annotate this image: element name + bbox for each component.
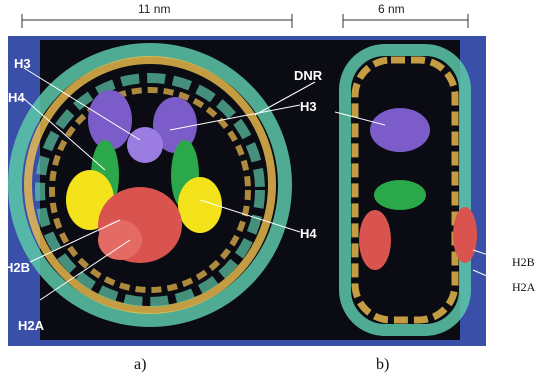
- label-h3-center: H3: [300, 99, 317, 114]
- nucleosome-side-view: [335, 50, 510, 330]
- label-h4-center: H4: [300, 226, 317, 241]
- label-h4-a: H4: [8, 90, 25, 105]
- nucleosome-top-view: [15, 50, 315, 320]
- caption-b: b): [376, 356, 390, 373]
- label-h2b-b: H2B: [512, 255, 535, 269]
- label-dnr: DNR: [294, 68, 323, 83]
- label-h2a-b: H2A: [512, 280, 536, 294]
- scale-bar-a: [22, 14, 292, 28]
- scale-label-a: 11 nm: [138, 2, 171, 16]
- caption-a: a): [134, 356, 147, 373]
- label-h3-a: H3: [14, 56, 31, 71]
- label-h2b-a: H2B: [4, 260, 31, 275]
- scale-bar-b: [343, 14, 468, 28]
- label-h2a-a: H2A: [18, 318, 45, 333]
- scale-label-b: 6 nm: [378, 2, 405, 16]
